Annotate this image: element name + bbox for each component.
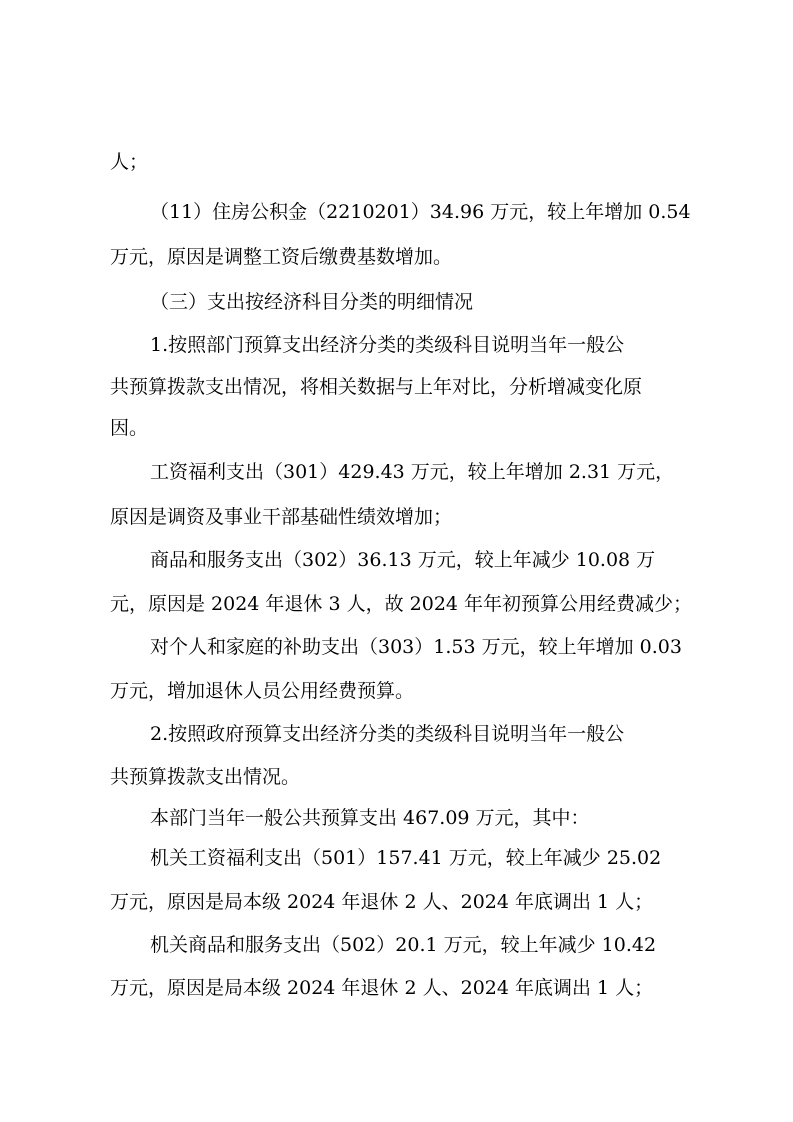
text-line: 因。 [110, 417, 149, 439]
text-line: （11）住房公积金（2210201）34.96 万元，较上年增加 0.54 [150, 201, 691, 223]
text-line: 万元，原因是局本级 2024 年退休 2 人、2024 年底调出 1 人； [110, 891, 654, 913]
text-line: 机关商品和服务支出（502）20.1 万元，较上年减少 10.42 [150, 934, 657, 956]
text-line: 原因是调资及事业干部基础性绩效增加； [110, 506, 453, 528]
text-line: 工资福利支出（301）429.43 万元，较上年增加 2.31 万元， [150, 461, 675, 483]
text-line: 机关工资福利支出（501）157.41 万元，较上年减少 25.02 [150, 847, 662, 869]
text-line: 万元，增加退休人员公用经费预算。 [110, 680, 415, 702]
text-line: 万元，原因是调整工资后缴费基数增加。 [110, 246, 453, 268]
text-line: 1.按照部门预算支出经济分类的类级科目说明当年一般公 [150, 334, 625, 356]
section-heading: （三）支出按经济科目分类的明细情况 [150, 291, 474, 313]
text-line: 人； [110, 151, 149, 173]
text-line: 元，原因是 2024 年退休 3 人，故 2024 年年初预算公用经费减少； [110, 593, 693, 615]
text-line: 商品和服务支出（302）36.13 万元，较上年减少 10.08 万 [150, 549, 656, 571]
text-line: 对个人和家庭的补助支出（303）1.53 万元，较上年增加 0.03 [150, 636, 682, 658]
text-line: 共预算拨款支出情况，将相关数据与上年对比，分析增减变化原 [110, 376, 643, 398]
text-line: 共预算拨款支出情况。 [110, 766, 301, 788]
text-line: 2.按照政府预算支出经济分类的类级科目说明当年一般公 [150, 723, 625, 745]
text-line: 万元，原因是局本级 2024 年退休 2 人、2024 年底调出 1 人； [110, 977, 654, 999]
text-line: 本部门当年一般公共预算支出 467.09 万元，其中： [150, 807, 590, 829]
